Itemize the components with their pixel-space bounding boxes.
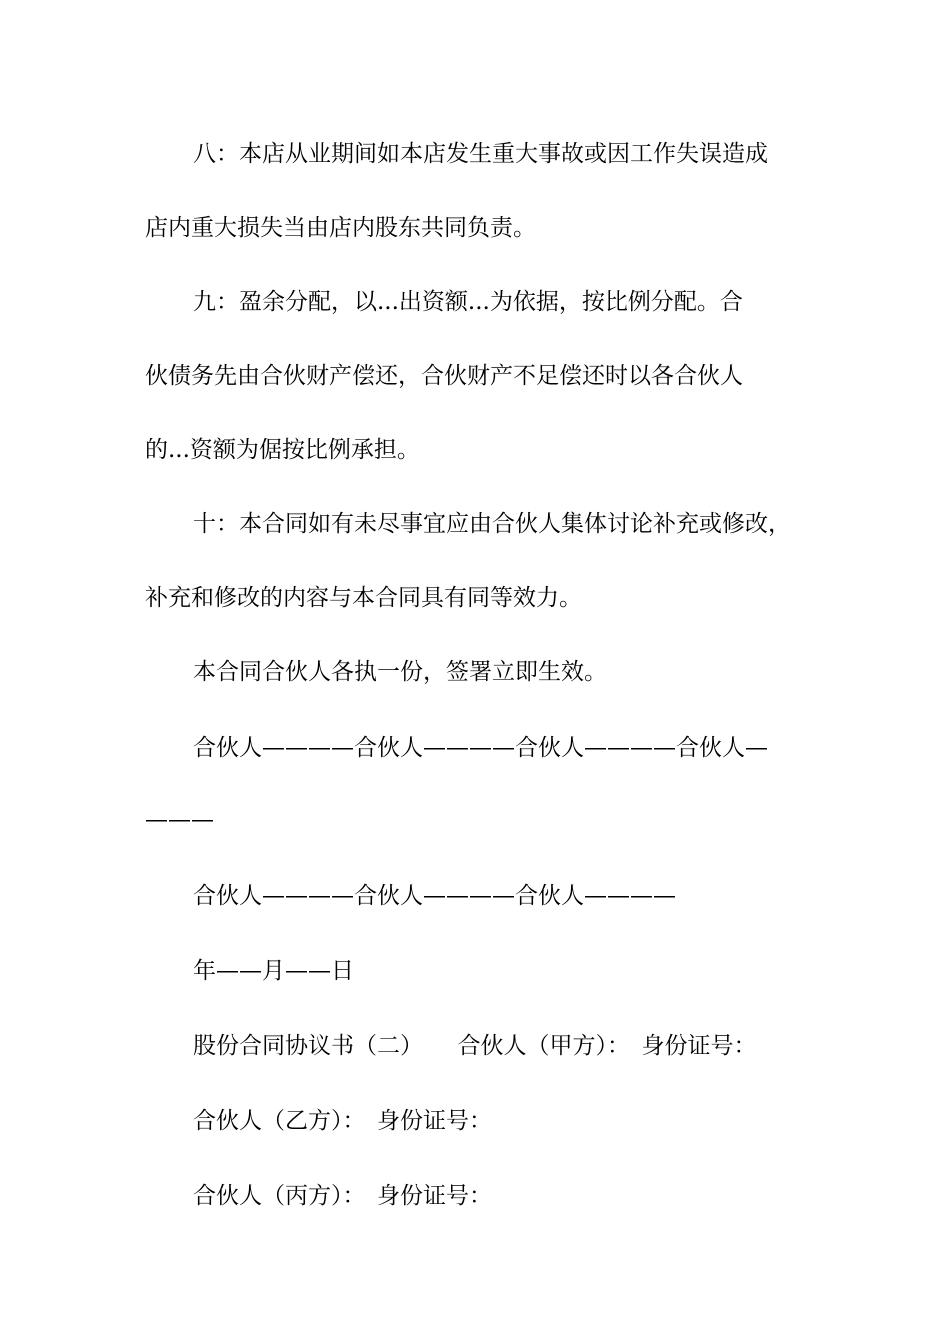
party-b-line: 合伙人（乙方）： 身份证号： xyxy=(193,1108,492,1134)
partner-signature-line-1-cont: ——— xyxy=(145,807,214,833)
party-c-line: 合伙人（丙方）： 身份证号： xyxy=(193,1183,492,1209)
partner-signature-line-1: 合伙人————合伙人————合伙人————合伙人— xyxy=(193,735,768,761)
effect-statement: 本合同合伙人各执一份，签署立即生效。 xyxy=(193,659,607,685)
clause-8-line-1: 八：本店从业期间如本店发生重大事故或因工作失误造成 xyxy=(193,141,768,167)
clause-10-line-2: 补充和修改的内容与本合同具有同等效力。 xyxy=(145,585,582,611)
date-line: 年——月——日 xyxy=(193,958,354,984)
clause-9-line-3: 的...资额为倨按比例承担。 xyxy=(145,437,420,463)
clause-10-line-1: 十：本合同如有未尽事宜应由合伙人集体讨论补充或修改， xyxy=(193,511,791,537)
contract-title-party-a: 股份合同协议书（二） 合伙人（甲方）： 身份证号： xyxy=(193,1033,757,1059)
clause-9-line-1: 九：盈余分配，以...出资额...为依据，按比例分配。合 xyxy=(193,289,743,315)
clause-9-line-2: 伙债务先由合伙财产偿还，合伙财产不足偿还时以各合伙人 xyxy=(145,363,743,389)
partner-signature-line-2: 合伙人————合伙人————合伙人———— xyxy=(193,883,676,909)
clause-8-line-2: 店内重大损失当由店内股东共同负责。 xyxy=(145,215,536,241)
